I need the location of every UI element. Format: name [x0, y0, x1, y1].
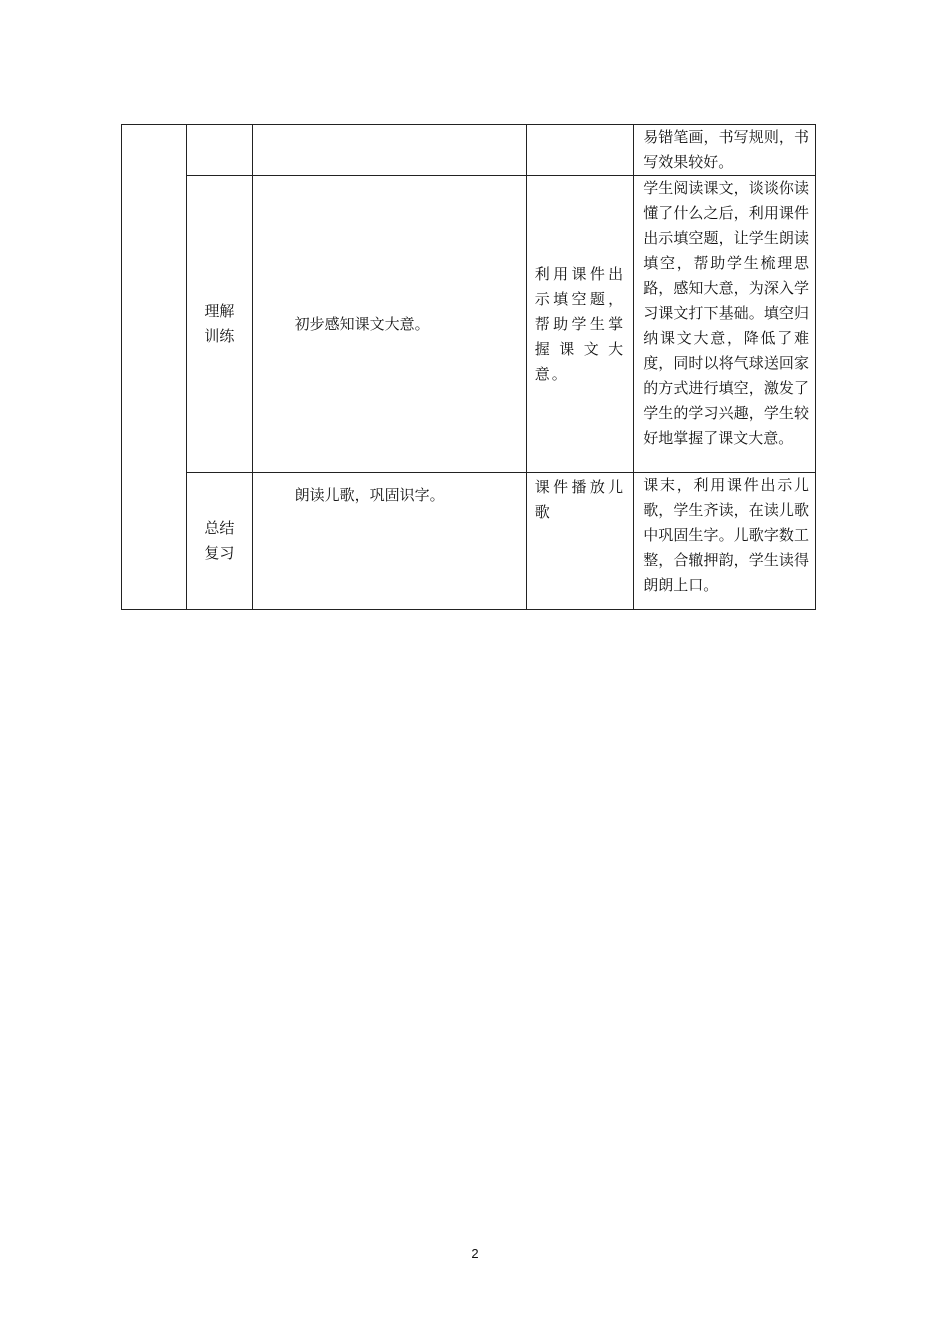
effect-text: 学生阅读课文，谈谈你读懂了什么之后，利用课件出示填空题，让学生朗读填空，帮助学生梳理思路，感知大意，为深入学习课文打下基础。填空归纳课文大意，降低了难度，同时以将气球送回家的方式进行填空，激发了学生的学习兴趣，学生较好地掌握了课文大意。	[643, 179, 809, 447]
step-cell	[187, 473, 252, 610]
table-row	[122, 473, 816, 610]
step-label-line: 训练	[204, 327, 235, 345]
step-label-line: 复习	[204, 544, 235, 562]
lesson-table	[121, 124, 816, 610]
media-cell	[526, 125, 633, 176]
table-row	[122, 176, 816, 473]
goal-cell	[252, 125, 526, 176]
goal-cell	[252, 176, 526, 473]
effect-cell	[634, 176, 816, 473]
effect-text: 易错笔画，书写规则，书写效果较好。	[643, 128, 809, 171]
step-label-line: 总结	[204, 519, 235, 537]
media-text: 课件播放儿歌	[534, 478, 626, 521]
media-text: 利用课件出示填空题，帮助学生掌握课文大意。	[534, 264, 626, 383]
step-label-line: 理解	[204, 302, 235, 320]
effect-cell	[634, 473, 816, 610]
page-number: 2	[471, 1246, 479, 1261]
effect-text: 课末，利用课件出示儿歌，学生齐读，在读儿歌中巩固生字。儿歌字数工整，合辙押韵，学生读得朗朗上口。	[643, 476, 809, 594]
effect-cell	[634, 125, 816, 176]
table-row	[122, 125, 816, 176]
goal-text: 朗读儿歌，巩固识字。	[294, 486, 445, 504]
step-cell	[187, 176, 252, 473]
step-cell	[187, 125, 252, 176]
stage-cell	[122, 125, 187, 610]
media-cell	[526, 473, 633, 610]
goal-text: 初步感知课文大意。	[294, 314, 430, 333]
goal-cell	[252, 473, 526, 610]
media-cell	[526, 176, 633, 473]
